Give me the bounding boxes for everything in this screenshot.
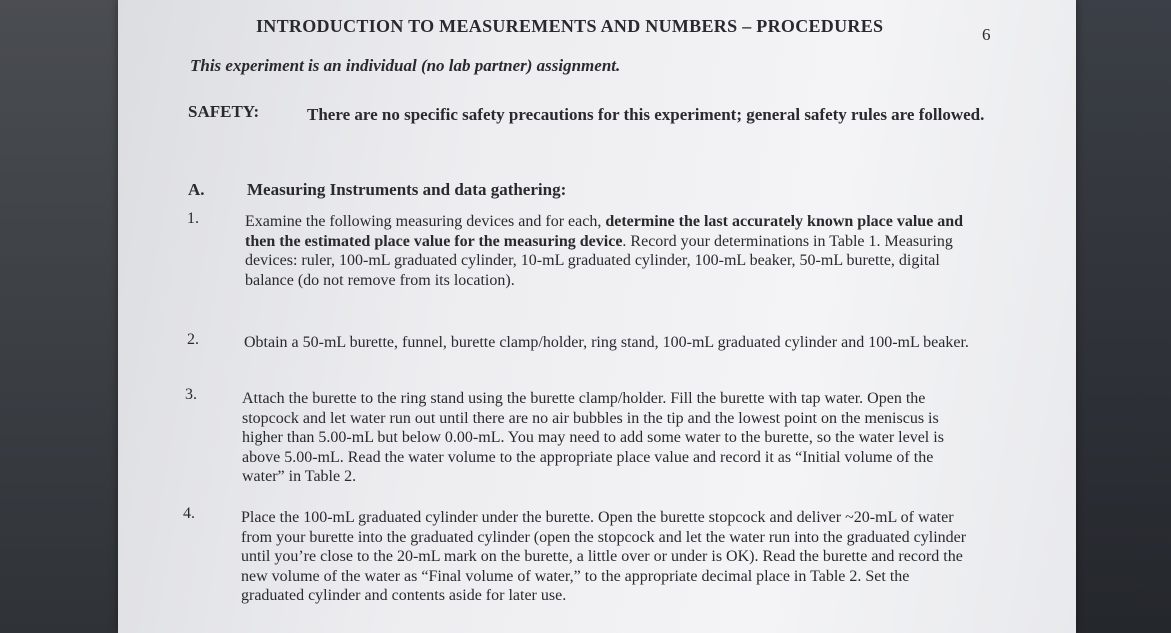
intro-text: This experiment is an individual (no lab partner) assignment. [190, 56, 621, 75]
page-title: INTRODUCTION TO MEASUREMENTS AND NUMBERS – PROCEDURES [256, 16, 884, 36]
section-letter: A. [188, 180, 205, 199]
step-3-text: Attach the burette to the ring stand using the burette clamp/holder. Fill the burette with tap water. Open the stopcock and let water run out until there are no air bubbles in the tip and the lowest point on the meniscus is higher than 5.00-mL but below 0.00-mL. You may need to add some water to the burette, so the water level is above 5.00-mL. Read the water volume to the appropriate place value and record it as “Initial volume of the water” in Table 2. [242, 390, 944, 485]
step-1-text-bold: determine the last accurately known place value and then the estimated place value for the measuring device [245, 213, 964, 250]
step-1-text-a: Examine the following measuring devices and for each, [245, 213, 606, 230]
page-number: 6 [982, 25, 991, 44]
step-3-number: 3. [185, 386, 197, 403]
step-1-text [245, 212, 970, 290]
section-title: Measuring Instruments and data gathering: [247, 180, 567, 199]
background-left [0, 0, 120, 633]
step-1-text-b: . Record your determinations in Table 1. Measuring devices: ruler, 100-mL graduated cylinder, 10-mL graduated cylinder, 100-mL beaker, 50-mL burette, digital balance (do not remove from its location). [245, 232, 953, 289]
background-right [1071, 0, 1171, 633]
step-1-number: 1. [187, 210, 199, 227]
step-2-number: 2. [187, 331, 199, 348]
safety-label: SAFETY: [188, 102, 260, 121]
step-4-number: 4. [183, 505, 195, 522]
safety-text: There are no specific safety precautions for this experiment; general safety rules are followed. [307, 105, 985, 124]
step-4-text: Place the 100-mL graduated cylinder under the burette. Open the burette stopcock and deliver ~20-mL of water from your burette into the graduated cylinder (open the stopcock and let the water run into the graduated cylinder until you’re close to the 20-mL mark on the burette, a little over or under is OK). Read the burette and record the new volume of the water as “Final volume of water,” to the appropriate decimal place in Table 2. Set the graduated cylinder and contents aside for later use. [241, 509, 967, 604]
step-2-text: Obtain a 50-mL burette, funnel, burette clamp/holder, ring stand, 100-mL graduated cylinder and 100-mL beaker. [244, 334, 969, 351]
